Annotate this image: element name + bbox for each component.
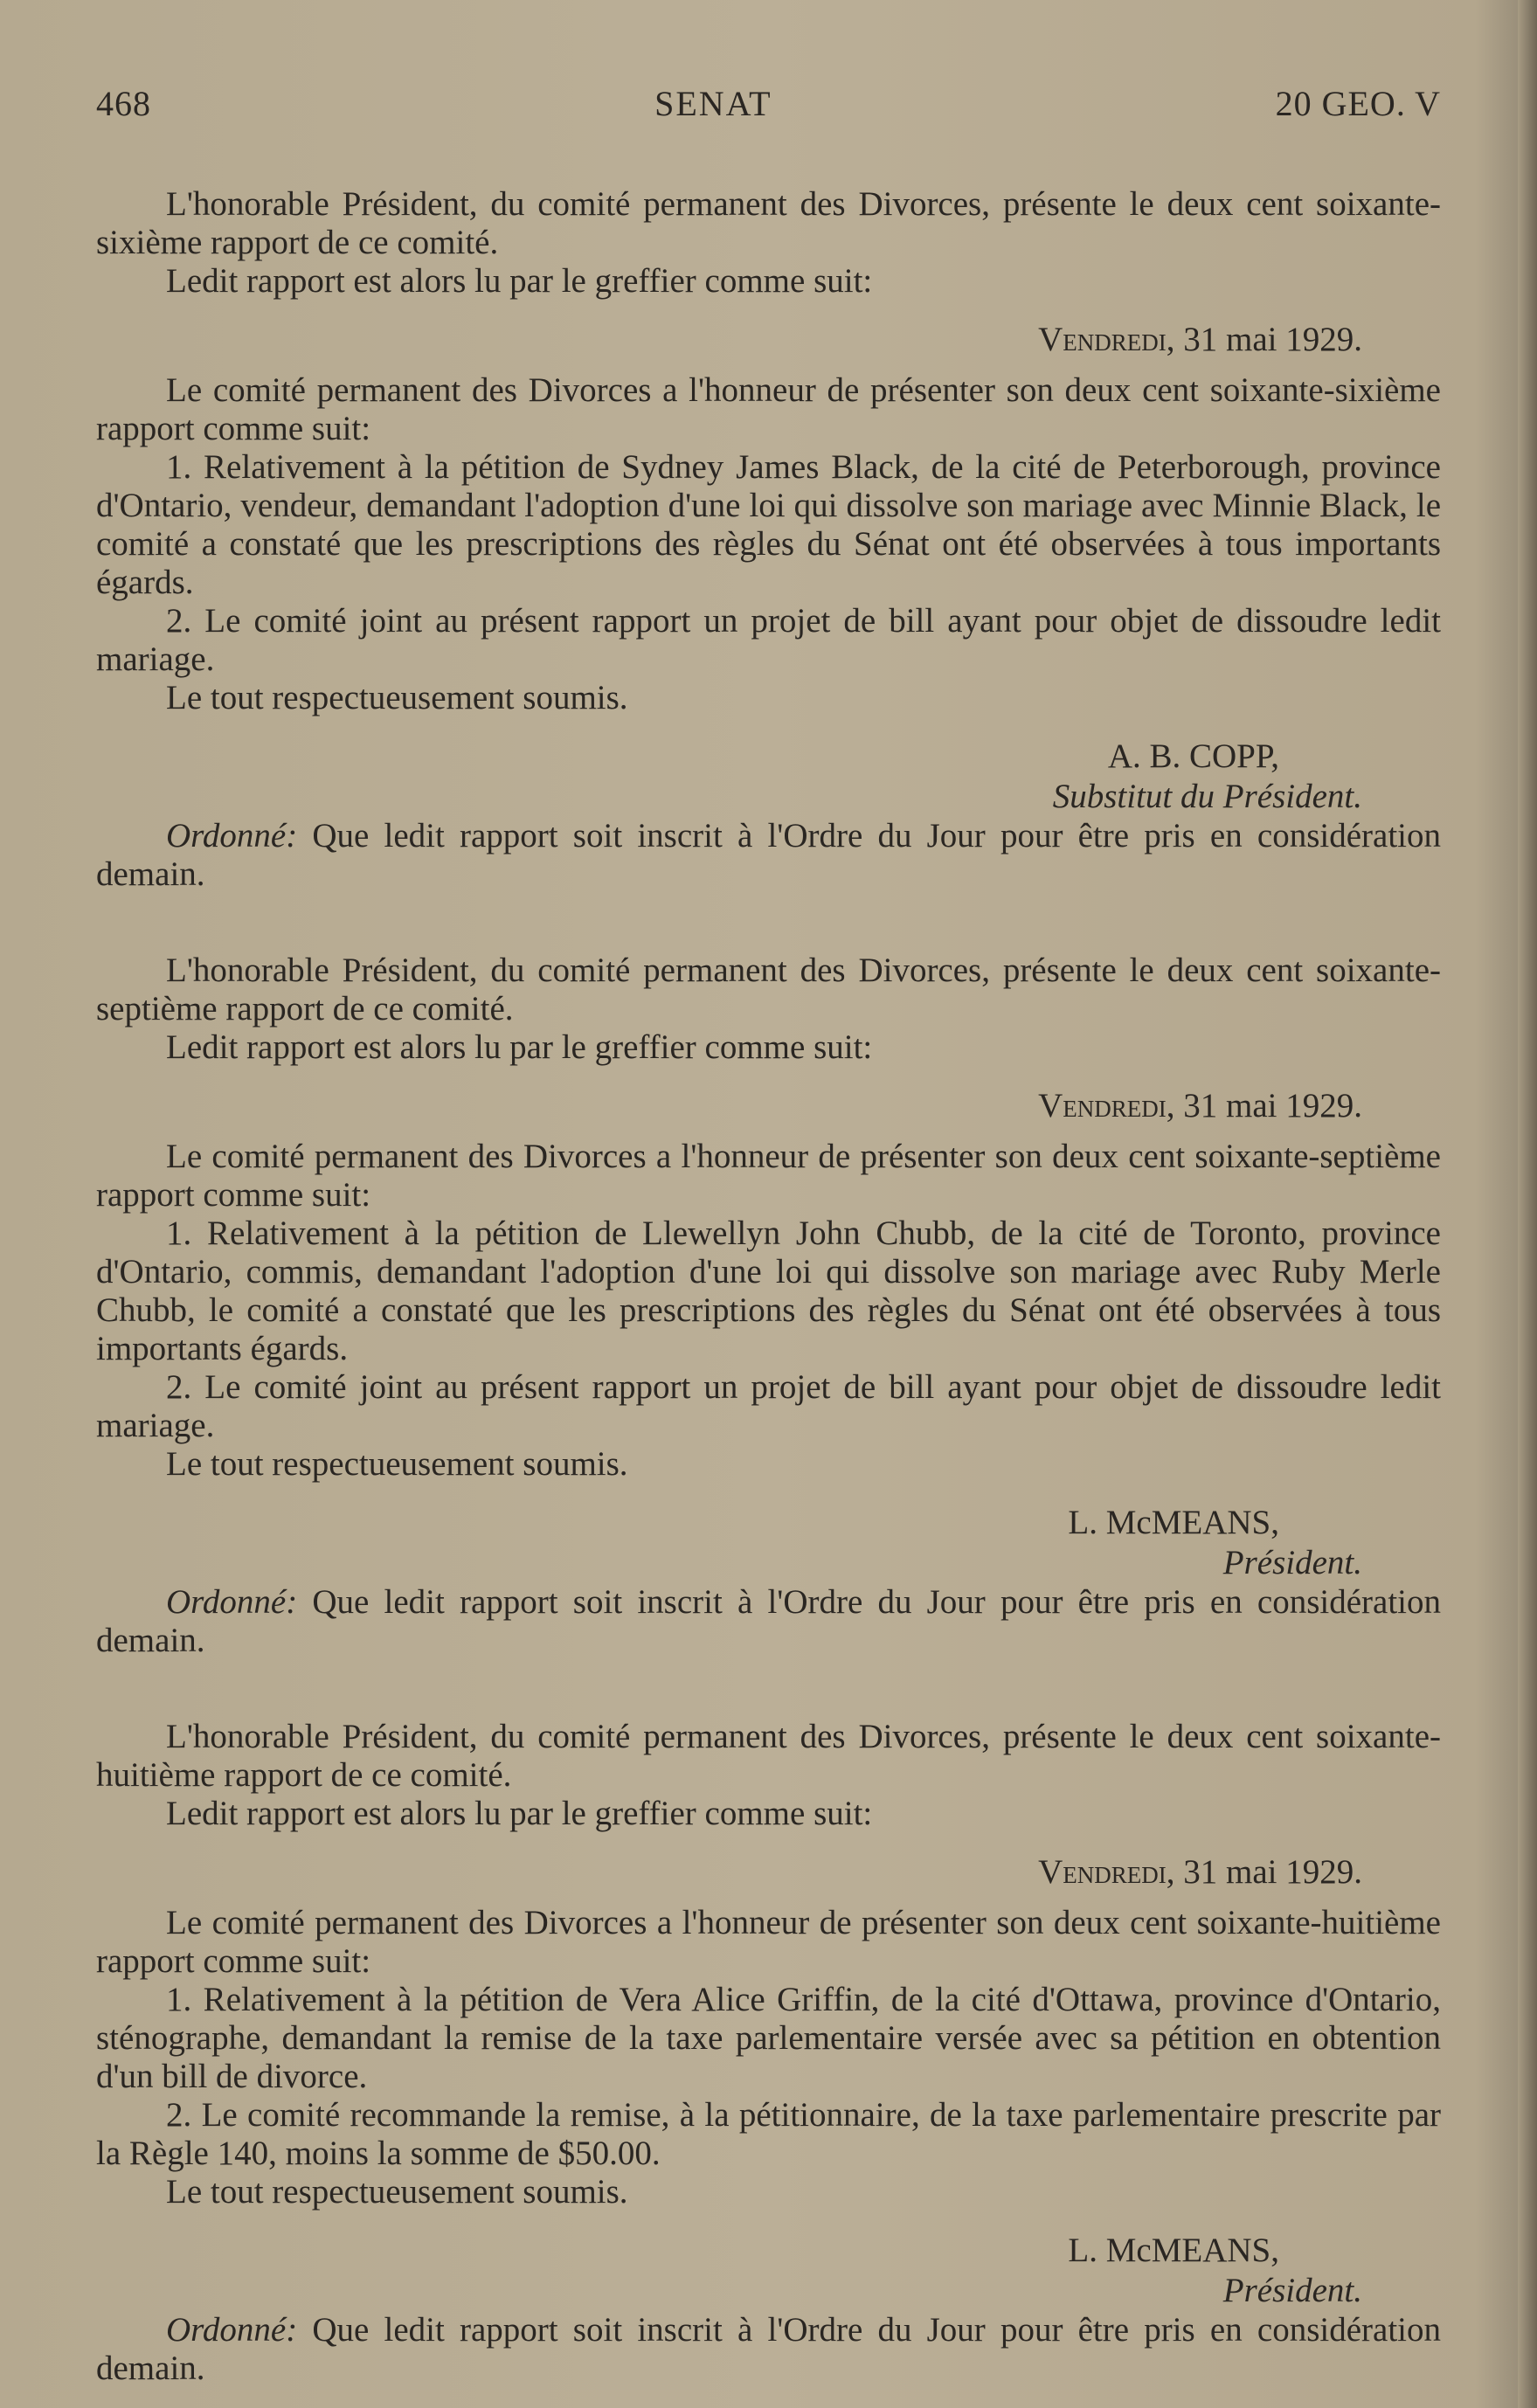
report-intro: Le comité permanent des Divorces a l'honneur de présenter son deux cent soixante-huitième rapport comme suit: [96,1904,1441,1980]
report-section-1 [96,185,1441,894]
signature-title: Substitut du Président. [1052,778,1362,815]
ordered-text: Que ledit rapport soit inscrit à l'Ordre du Jour pour être pris en considération demain. [96,1583,1441,1659]
running-header [96,83,1441,124]
date-rest: 31 mai 1929. [1174,321,1362,358]
report-item-1: 1. Relativement à la pétition de Llewellyn John Chubb, de la cité de Toronto, province d'Ontario, commis, demandant l'adoption d'une loi qui dissolve son mariage avec Ruby Merle Chubb, le comité a constaté que les prescriptions des règles du Sénat ont été observées à tous importants égards. [96,1214,1441,1367]
report-section-2 [96,951,1441,1660]
report-item-1: 1. Relativement à la pétition de Vera Alice Griffin, de la cité d'Ottawa, province d'Ontario, sténographe, demandant la remise de la taxe parlementaire versée avec sa pétition en obtention d'un bill de divorce. [96,1981,1441,2095]
date-day: Vendredi, [1038,321,1175,358]
report-closing: Le tout respectueusement soumis. [166,679,628,716]
report-intro: Le comité permanent des Divorces a l'honneur de présenter son deux cent soixante-septième rapport comme suit: [96,1138,1441,1214]
ordered-label: Ordonné: [166,2311,298,2349]
date-rest: 31 mai 1929. [1174,1087,1362,1124]
signature-title: Président. [1222,2272,1362,2309]
report-date [96,320,1362,359]
section-read: Ledit rapport est alors lu par le greffier comme suit: [166,1028,873,1066]
report-date [96,1852,1362,1892]
header-title: SENAT [654,84,772,123]
report-intro: Le comité permanent des Divorces a l'honneur de présenter son deux cent soixante-sixième rapport comme suit: [96,371,1441,447]
section-intro: L'honorable Président, du comité permanent des Divorces, présente le deux cent soixante-sixième rapport de ce comité. [96,185,1441,261]
ordered-paragraph [96,817,1441,894]
ordered-label: Ordonné: [166,1583,298,1621]
report-item-2: 2. Le comité joint au présent rapport un projet de bill ayant pour objet de dissoudre ledit mariage. [96,602,1441,678]
date-day: Vendredi, [1038,1853,1175,1891]
section-intro: L'honorable Président, du comité permanent des Divorces, présente le deux cent soixante-septième rapport de ce comité. [96,951,1441,1028]
ordered-paragraph [96,2311,1441,2388]
report-closing: Le tout respectueusement soumis. [166,2173,628,2211]
header-volume: 20 GEO. V [1275,84,1441,123]
ordered-paragraph [96,1583,1441,1660]
signature-title: Président. [1222,1544,1362,1581]
report-item-1: 1. Relativement à la pétition de Sydney James Black, de la cité de Peterborough, province d'Ontario, vendeur, demandant l'adoption d'une loi qui dissolve son mariage avec Minnie Black, le comité a constaté que les prescriptions des règles du Sénat ont été observées à tous importants égards. [96,448,1441,601]
signature-name: L. McMEANS, [1068,1504,1279,1541]
report-closing: Le tout respectueusement soumis. [166,1445,628,1483]
section-read: Ledit rapport est alors lu par le greffier comme suit: [166,262,873,300]
report-date [96,1086,1362,1125]
ordered-text: Que ledit rapport soit inscrit à l'Ordre du Jour pour être pris en considération demain. [96,817,1441,893]
ordered-text: Que ledit rapport soit inscrit à l'Ordre du Jour pour être pris en considération demain. [96,2311,1441,2387]
date-rest: 31 mai 1929. [1174,1853,1362,1891]
signature-name: L. McMEANS, [1068,2232,1279,2269]
report-section-3 [96,1718,1441,2388]
report-item-2: 2. Le comité recommande la remise, à la pétitionnaire, de la taxe parlementaire prescrite par la Règle 140, moins la somme de $50.00. [96,2096,1441,2172]
signature-name: A. B. COPP, [1107,737,1279,775]
ordered-label: Ordonné: [166,817,298,855]
section-read: Ledit rapport est alors lu par le greffier comme suit: [166,1795,873,1832]
report-item-2: 2. Le comité joint au présent rapport un projet de bill ayant pour objet de dissoudre ledit mariage. [96,1368,1441,1444]
section-intro: L'honorable Président, du comité permanent des Divorces, présente le deux cent soixante-huitième rapport de ce comité. [96,1718,1441,1794]
date-day: Vendredi, [1038,1087,1175,1124]
page-number: 468 [96,84,151,123]
page-edge [1518,0,1537,2408]
